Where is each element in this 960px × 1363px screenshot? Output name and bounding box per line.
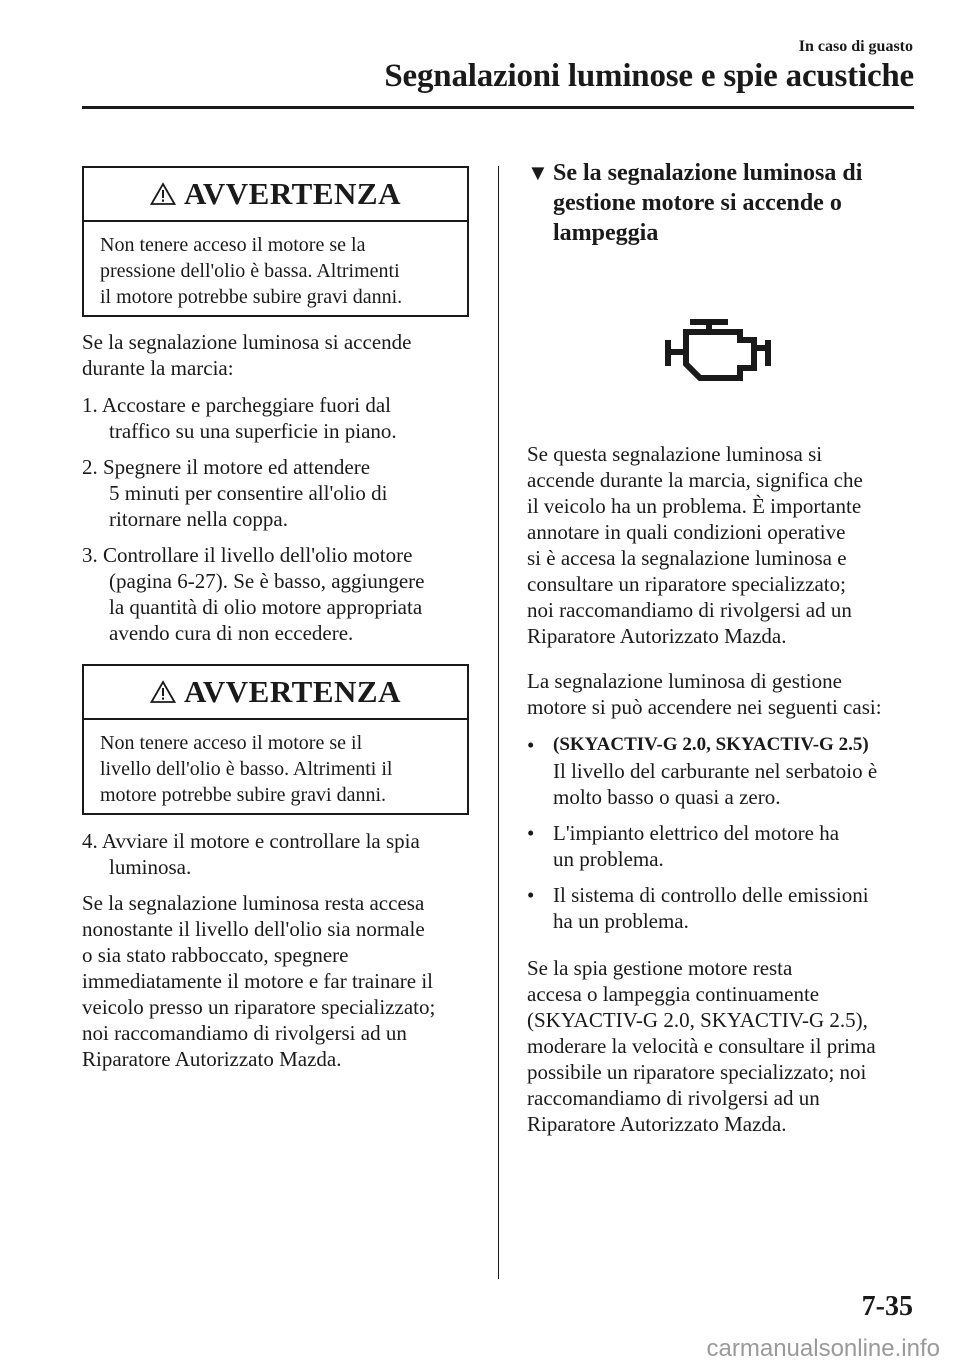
text-line: nonostante il livello dell'olio sia normale xyxy=(82,917,425,941)
text-line: La segnalazione luminosa di gestione xyxy=(527,669,842,693)
step-number: 1. xyxy=(82,393,98,417)
step-number: 2. xyxy=(82,455,98,479)
text-line: consultare un riparatore specializzato; xyxy=(527,572,846,596)
text-line: Se la segnalazione luminosa resta accesa xyxy=(82,891,425,915)
warning-triangle-icon xyxy=(150,182,176,206)
text-line: Riparatore Autorizzato Mazda. xyxy=(527,1112,787,1136)
step-number: 4. xyxy=(82,829,98,853)
warning-line: Non tenere acceso il motore se la xyxy=(100,234,366,256)
text-line: accende durante la marcia, significa che xyxy=(527,468,863,492)
page-number: 7-35 xyxy=(861,1291,913,1322)
text-line: Controllare il livello dell'olio motore xyxy=(103,543,413,567)
intro-paragraph xyxy=(82,329,482,381)
heading-line: lampeggia xyxy=(553,220,659,246)
text-line: Avviare il motore e controllare la spia xyxy=(101,829,420,853)
text-line: moderare la velocità e consultare il prima xyxy=(527,1034,876,1058)
text-line: ha un problema. xyxy=(553,909,689,933)
warning-title: AVVERTENZA xyxy=(184,674,401,709)
text-line: luminosa. xyxy=(109,855,192,879)
text-line: un problema. xyxy=(553,847,664,871)
warning-box-2 xyxy=(82,664,469,815)
text-line: Accostare e parcheggiare fuori dal xyxy=(101,393,392,417)
text-line: Il sistema di controllo delle emissioni xyxy=(553,883,869,907)
text-line: ritornare nella coppa. xyxy=(109,507,288,531)
warning-header xyxy=(84,168,467,222)
bullet-bold: (SKYACTIV-G 2.0, SKYACTIV-G 2.5) xyxy=(553,734,869,755)
text-line: raccomandiamo di rivolgersi ad un xyxy=(527,1086,820,1110)
bullet-icon: • xyxy=(527,821,535,845)
text-line: accesa o lampeggia continuamente xyxy=(527,982,820,1006)
text-line: molto basso o quasi a zero. xyxy=(553,785,781,809)
engine-icon xyxy=(664,318,776,384)
text-line: 5 minuti per consentire all'olio di xyxy=(109,481,388,505)
warning-line: motore potrebbe subire gravi danni. xyxy=(100,784,387,806)
heading-text xyxy=(553,158,862,248)
step-2 xyxy=(82,454,492,532)
text-line: il veicolo ha un problema. È importante xyxy=(527,494,862,518)
text-line: si è accesa la segnalazione luminosa e xyxy=(527,546,847,570)
step-3 xyxy=(82,542,492,646)
bullet-item xyxy=(527,732,927,810)
watermark: carmanualsonline.info xyxy=(706,1335,940,1362)
text-line: durante la marcia: xyxy=(82,356,234,380)
text-line: immediatamente il motore e far trainare il xyxy=(82,969,434,993)
warning-header xyxy=(84,666,467,720)
warning-line: pressione dell'olio è bassa. Altrimenti xyxy=(100,260,400,282)
text-line: Se la spia gestione motore resta xyxy=(527,956,793,980)
warning-text xyxy=(84,720,467,808)
step-4 xyxy=(82,828,519,880)
heading-line: gestione motore si accende o xyxy=(553,190,842,216)
bullet-text xyxy=(553,732,877,810)
heading-block xyxy=(527,158,907,248)
paragraph-1 xyxy=(527,441,917,649)
bullet-item xyxy=(527,820,927,872)
text-line: Se questa segnalazione luminosa si xyxy=(527,442,823,466)
warning-triangle-icon xyxy=(150,680,176,704)
heading-line: Se la segnalazione luminosa di xyxy=(553,160,863,186)
warning-title: AVVERTENZA xyxy=(184,176,401,211)
text-line: Il livello del carburante nel serbatoio è xyxy=(553,759,878,783)
triangle-marker-icon: ▼ xyxy=(527,160,549,185)
text-line: Se la segnalazione luminosa si accende xyxy=(82,330,412,354)
warning-text xyxy=(84,222,467,310)
section-label: In caso di guasto xyxy=(798,38,913,55)
text-line: annotare in quali condizioni operative xyxy=(527,520,846,544)
bullet-icon: • xyxy=(527,883,535,907)
step-list xyxy=(82,392,492,646)
step-number: 3. xyxy=(82,543,98,567)
paragraph-3 xyxy=(527,955,927,1137)
text-line: Spegnere il motore ed attendere xyxy=(103,455,371,479)
paragraph-2 xyxy=(527,668,927,720)
column-divider xyxy=(498,166,499,1279)
bullet-item xyxy=(527,882,927,934)
page-title: Segnalazioni luminose e spie acustiche xyxy=(384,58,914,94)
text-line: avendo cura di non eccedere. xyxy=(109,621,354,645)
text-line: (SKYACTIV-G 2.0, SKYACTIV-G 2.5), xyxy=(527,1008,868,1032)
bullet-list xyxy=(527,732,927,934)
text-line: veicolo presso un riparatore specializzato; xyxy=(82,995,436,1019)
warning-line: Non tenere acceso il motore se il xyxy=(100,732,363,754)
bullet-text xyxy=(553,882,869,934)
text-line: possibile un riparatore specializzato; noi xyxy=(527,1060,867,1084)
header-rule xyxy=(82,106,914,109)
text-line: la quantità di olio motore appropriata xyxy=(109,595,423,619)
section-heading xyxy=(527,158,907,248)
text-line: L'impianto elettrico del motore ha xyxy=(553,821,840,845)
text-line: Riparatore Autorizzato Mazda. xyxy=(82,1047,342,1071)
text-line: Riparatore Autorizzato Mazda. xyxy=(527,624,787,648)
warning-line: livello dell'olio è basso. Altrimenti il xyxy=(100,758,393,780)
text-line: noi raccomandiamo di rivolgersi ad un xyxy=(82,1021,407,1045)
warning-box-1 xyxy=(82,166,469,317)
bullet-icon: • xyxy=(527,733,535,757)
text-line: (pagina 6-27). Se è basso, aggiungere xyxy=(109,569,425,593)
warning-line: il motore potrebbe subire gravi danni. xyxy=(100,286,403,308)
step-1 xyxy=(82,392,492,444)
text-line: noi raccomandiamo di rivolgersi ad un xyxy=(527,598,852,622)
bullet-text xyxy=(553,820,839,872)
outro-paragraph xyxy=(82,890,492,1072)
text-line: motore si può accendere nei seguenti casi: xyxy=(527,695,882,719)
text-line: traffico su una superficie in piano. xyxy=(109,419,397,443)
text-line: o sia stato rabboccato, spegnere xyxy=(82,943,349,967)
